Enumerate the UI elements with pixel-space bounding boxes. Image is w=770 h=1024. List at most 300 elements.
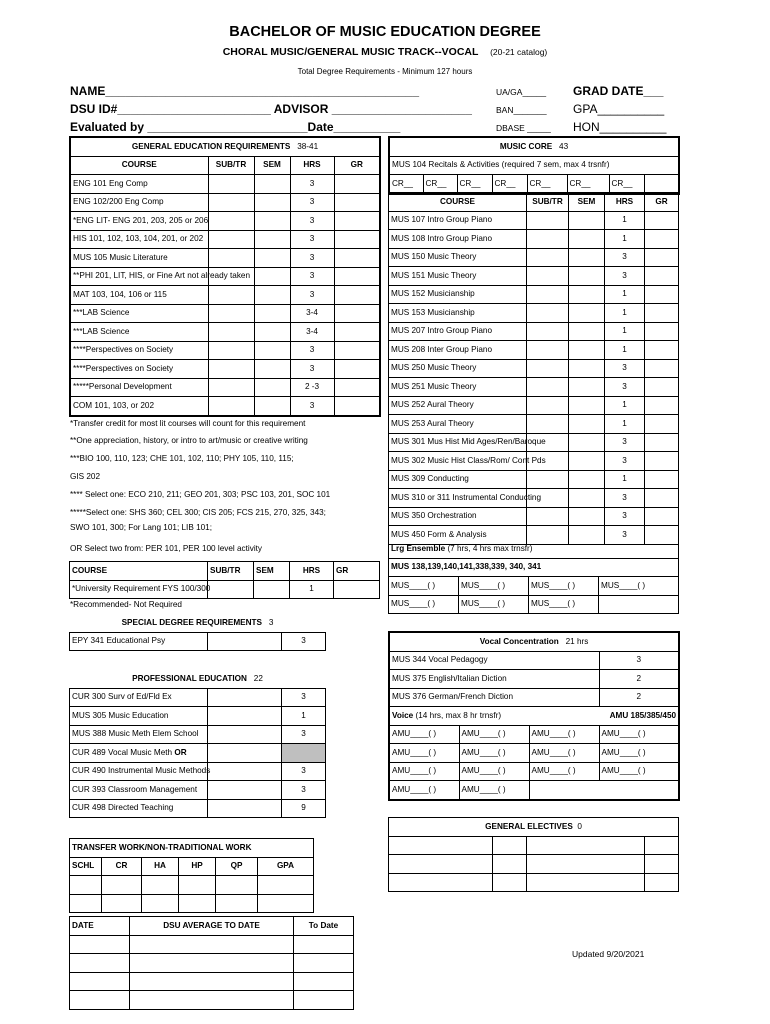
ensemble-slot[interactable]: MUS____( ) [459,595,529,614]
sem-cell[interactable] [254,744,282,763]
cr-cell[interactable]: CR__ [423,175,457,194]
grade-cell[interactable] [334,193,380,212]
sub-tr-cell[interactable] [208,688,254,707]
grade-cell[interactable] [645,285,679,304]
sem-cell[interactable] [254,378,290,397]
amu-row [389,762,679,781]
table-row [389,341,679,360]
amu-slot[interactable]: AMU____( ) [599,744,679,763]
univ-note: *Recommended- Not Required [70,600,182,609]
grade-cell[interactable] [334,378,380,397]
sem-cell[interactable] [254,725,282,744]
table-row [70,799,326,818]
dsu-id-advisor-field[interactable]: DSU ID#_______________________ ADVISOR _____________________ [70,102,472,116]
table-row: EPY 341 Educational Psy 3 [70,632,326,651]
cr-cell[interactable]: CR__ [389,175,423,194]
amu-slot[interactable]: AMU____( ) [529,762,599,781]
hours-cell: 1 [605,211,645,230]
sub-tr-cell[interactable] [208,360,254,379]
table-row [70,212,380,231]
table-row: *University Requirement FYS 100/300 1 [70,580,380,599]
vocal-heading: Vocal Concentration 21 hrs [389,632,679,651]
table-row [389,322,679,341]
table-row [70,707,326,726]
hours-cell: 3 [605,526,645,545]
sub-tr-cell[interactable] [208,230,254,249]
course-name: MUS 107 Intro Group Piano [389,211,527,230]
hours-cell: 2 [599,688,679,707]
sub-tr-cell[interactable] [208,341,254,360]
hours-cell: 3 [282,688,326,707]
hours-cell: 2 [599,670,679,689]
cr-cell[interactable]: CR__ [492,175,527,194]
table-row [70,378,380,397]
sub-tr-cell[interactable] [208,781,254,800]
sub-tr-cell[interactable] [208,707,254,726]
course-name: CUR 393 Classroom Management [70,781,208,800]
dbase-field[interactable]: DBASE _____ [496,123,551,133]
course-name: ***LAB Science [70,323,208,342]
hours-cell: 3 [290,286,334,305]
sem-cell[interactable] [254,781,282,800]
updated-date: Updated 9/20/2021 [572,949,645,959]
table-row [389,267,679,286]
amu-slot[interactable]: AMU____( ) [459,725,529,744]
sub-tr-cell[interactable] [527,470,569,489]
hours-cell: 3 [605,489,645,508]
course-name: MUS 105 Music Literature [70,249,208,268]
course-name: MUS 253 Aural Theory [389,415,527,434]
hours-cell: 3 [290,193,334,212]
course-name: MUS 450 Form & Analysis [389,526,527,545]
ensemble-table [388,540,679,614]
sem-cell[interactable] [254,193,290,212]
sem-cell[interactable] [569,341,605,360]
sub-tr-cell[interactable] [208,762,254,781]
course-name: MUS 376 German/French Diction [389,688,599,707]
sem-cell[interactable] [569,230,605,249]
amu-row [389,725,679,744]
grade-cell[interactable] [334,286,380,305]
sem-cell[interactable] [254,230,290,249]
sem-cell[interactable] [254,286,290,305]
hon-field[interactable]: HON__________ [573,120,667,134]
gen-ed-note: *Transfer credit for most lit courses will count for this requirement [70,419,306,428]
hours-cell: 3-4 [290,304,334,323]
mus-row-2 [389,595,679,614]
cr-cell[interactable]: CR__ [609,175,644,194]
special-heading: SPECIAL DEGREE REQUIREMENTS 3 [121,617,274,627]
cr-cell[interactable]: CR__ [567,175,609,194]
course-name: MUS 302 Music Hist Class/Rom/ Cont Pds [389,452,527,471]
table-row [70,193,380,212]
grade-cell[interactable] [645,267,679,286]
course-name: MUS 150 Music Theory [389,248,527,267]
amu-slot[interactable]: AMU____( ) [459,781,529,800]
table-row [70,323,380,342]
grade-cell[interactable] [334,341,380,360]
sub-tr-cell[interactable] [208,799,254,818]
sub-tr-cell[interactable] [527,341,569,360]
course-name: MUS 350 Orchestration [389,507,527,526]
table-row [389,211,679,230]
ensemble-heading: Lrg Ensemble (7 hrs, 4 hrs max trnsfr) [389,540,679,558]
grade-cell[interactable] [334,267,380,286]
sem-cell[interactable] [254,212,290,231]
hours-cell: 3-4 [290,323,334,342]
course-name: *ENG LIT- ENG 201, 203, 205 or 206 [70,212,208,231]
grade-cell[interactable] [334,304,380,323]
hours-cell: 3 [290,267,334,286]
amu-slot[interactable]: AMU____( ) [529,744,599,763]
sub-tr-cell[interactable] [208,193,254,212]
sem-cell[interactable] [569,470,605,489]
sem-cell[interactable] [254,360,290,379]
grade-cell[interactable] [334,397,380,416]
hours-cell: 1 [605,470,645,489]
gen-ed-note: ***BIO 100, 110, 123; CHE 101, 102, 110; PHY 105, 110, 115; [70,454,294,463]
amu-slot[interactable]: AMU____( ) [599,725,679,744]
music-core-table [388,136,680,195]
sem-cell[interactable] [254,762,282,781]
sem-cell[interactable] [254,707,282,726]
table-row [70,991,354,1010]
catalog-year: (20-21 catalog) [490,47,548,57]
table-row [389,285,679,304]
sem-cell[interactable] [569,507,605,526]
grade-cell[interactable] [645,507,679,526]
page-title: BACHELOR OF MUSIC EDUCATION DEGREE [229,24,541,40]
course-name: ****Perspectives on Society [70,341,208,360]
sem-cell[interactable] [569,359,605,378]
recitals-row: MUS 104 Recitals & Activities (required 7 sem, max 4 trsnfr) [389,156,679,175]
table-row [389,415,679,434]
table-row [70,230,380,249]
sem-cell[interactable] [569,415,605,434]
amu-slot[interactable]: AMU____( ) [389,725,459,744]
hours-cell: 3 [290,212,334,231]
course-name: COM 101, 103, or 202 [70,397,208,416]
amu-row [389,781,679,800]
sem-cell[interactable] [254,323,290,342]
sub-tr-cell[interactable] [208,378,254,397]
gen-ed-note: **One appreciation, history, or intro to art/music or creative writing [70,436,308,445]
course-name: **PHI 201, LIT, HIS, or Fine Art not already taken [70,267,208,286]
prof-ed-heading: PROFESSIONAL EDUCATION 22 [132,673,263,683]
sub-tr-cell[interactable] [527,322,569,341]
sub-tr-cell[interactable] [527,415,569,434]
name-field[interactable]: NAME_______________________________________________ [70,84,420,98]
course-name: CUR 300 Surv of Ed/Fld Ex [70,688,208,707]
ensemble-slot[interactable]: MUS____( ) [389,577,459,596]
amu-slot[interactable]: AMU____( ) [459,762,529,781]
grade-cell[interactable] [645,452,679,471]
sub-tr-cell[interactable] [208,397,254,416]
gen-ed-heading: GENERAL EDUCATION REQUIREMENTS 38-41 [70,137,380,156]
course-name: MUS 151 Music Theory [389,267,527,286]
table-row [70,876,314,895]
course-name: CUR 498 Directed Teaching [70,799,208,818]
ensemble-slot[interactable]: MUS____( ) [459,577,529,596]
table-row [70,688,326,707]
amu-slot[interactable]: AMU____( ) [529,725,599,744]
grade-cell[interactable] [334,212,380,231]
gen-ed-note: **** Select one: ECO 210, 211; GEO 201, 303; PSC 103, 201, SOC 101 [70,490,331,499]
course-name: MUS 301 Mus Hist Mid Ages/Ren/Baroque [389,433,527,452]
gpa-field[interactable]: GPA__________ [573,102,665,116]
course-name: MAT 103, 104, 106 or 115 [70,286,208,305]
table-row [70,762,326,781]
ensemble-slot[interactable]: MUS____( ) [599,577,679,596]
grade-cell[interactable] [645,248,679,267]
sem-cell[interactable] [254,249,290,268]
sem-cell[interactable] [254,304,290,323]
table-row [70,725,326,744]
table-row [389,433,679,452]
gen-ed-note: *****Select one: SHS 360; CEL 300; CIS 205; FCS 215, 270, 325, 343; [70,508,326,517]
sem-cell[interactable] [254,341,290,360]
sem-cell[interactable] [569,267,605,286]
sem-cell[interactable] [254,688,282,707]
table-row [389,304,679,323]
sem-cell[interactable] [254,799,282,818]
ban-field[interactable]: BAN_______ [496,105,547,115]
hours-cell: 3 [282,781,326,800]
course-name: MUS 250 Music Theory [389,359,527,378]
sub-tr-cell[interactable] [527,304,569,323]
sem-cell[interactable] [254,267,290,286]
table-row [389,359,679,378]
hours-cell: 1 [605,415,645,434]
hours-cell: 3 [605,433,645,452]
mus-row-1 [389,577,679,596]
hours-cell [282,744,326,763]
course-name: MUS 208 Inter Group Piano [389,341,527,360]
course-name: MUS 309 Conducting [389,470,527,489]
vocal-table [388,631,680,801]
table-row [389,396,679,415]
sem-cell[interactable] [569,304,605,323]
hours-cell: 3 [605,248,645,267]
table-row [70,744,326,763]
table-row [389,873,679,892]
table-row [70,781,326,800]
table-row [389,670,679,689]
course-name: MUS 344 Vocal Pedagogy [389,651,599,670]
prof-ed-table [69,670,326,818]
electives-heading: GENERAL ELECTIVES 0 [389,818,679,837]
amu-slot[interactable]: AMU____( ) [389,762,459,781]
course-name: MUS 388 Music Meth Elem School [70,725,208,744]
gen-ed-note: SWO 101, 300; For Lang 101; LIB 101; [70,523,213,532]
grade-cell[interactable] [645,359,679,378]
table-row [389,688,679,707]
table-row [389,248,679,267]
cr-cell[interactable]: CR__ [527,175,567,194]
sub-tr-cell[interactable] [208,304,254,323]
table-row [70,286,380,305]
table-row [389,836,679,855]
page-subtitle [0,46,770,58]
course-name: MUS 252 Aural Theory [389,396,527,415]
course-name: CUR 490 Instrumental Music Methods [70,762,208,781]
transfer-heading: TRANSFER WORK/NON-TRADITIONAL WORK [70,839,314,858]
table-row [389,651,679,670]
table-row [389,378,679,397]
course-name: MUS 305 Music Education [70,707,208,726]
sub-tr-cell[interactable] [527,230,569,249]
gen-ed-col-headers: COURSE SUB/TR SEM HRS GR [70,156,380,175]
table-row [70,972,354,991]
sub-tr-cell[interactable] [527,211,569,230]
sem-cell[interactable] [569,489,605,508]
special-table [69,614,326,651]
table-row [70,267,380,286]
ensemble-slot[interactable]: MUS____( ) [529,577,599,596]
hours-cell: 1 [605,322,645,341]
table-row [70,341,380,360]
grade-cell[interactable] [645,433,679,452]
sub-tr-cell[interactable] [208,744,254,763]
table-row [389,489,679,508]
grade-cell[interactable] [334,230,380,249]
hours-cell: 3 [290,230,334,249]
grade-cell[interactable] [645,304,679,323]
table-row [389,230,679,249]
music-core-heading: MUSIC CORE 43 [389,137,679,156]
sub-tr-cell[interactable] [527,378,569,397]
sub-tr-cell[interactable] [208,286,254,305]
hours-cell: 1 [605,341,645,360]
sem-cell[interactable] [569,248,605,267]
sub-tr-cell[interactable] [208,212,254,231]
gen-ed-note: GIS 202 [70,472,101,481]
electives-table [388,817,679,892]
grade-cell[interactable] [334,360,380,379]
amu-row [389,744,679,763]
grade-cell[interactable] [645,470,679,489]
table-row [70,175,380,194]
hours-cell: 3 [290,397,334,416]
transfer-table: TRANSFER WORK/NON-TRADITIONAL WORK SCHL CR HA HP QP GPA [69,838,314,913]
hours-cell: 3 [605,507,645,526]
ensemble-courses: MUS 138,139,140,141,338,339, 340, 341 [389,558,679,577]
sem-cell[interactable] [569,396,605,415]
table-row [70,954,354,973]
total-requirements: Total Degree Requirements - Minimum 127 hours [297,67,473,76]
course-name: MUS 152 Musicianship [389,285,527,304]
course-name: *****Personal Development [70,378,208,397]
sem-cell[interactable] [569,211,605,230]
grade-cell[interactable] [645,415,679,434]
amu-slot[interactable]: AMU____( ) [389,744,459,763]
course-name: MUS 310 or 311 Instrumental Conducting [389,489,527,508]
uaga-field[interactable]: UA/GA_____ [496,87,547,97]
table-row [389,507,679,526]
course-name: MUS 375 English/Italian Diction [389,670,599,689]
hours-cell: 1 [605,230,645,249]
table-row [70,249,380,268]
gen-ed-table [69,136,381,417]
grade-cell[interactable] [334,249,380,268]
cr-cell[interactable]: CR__ [457,175,492,194]
grade-cell[interactable] [334,323,380,342]
course-name: ***LAB Science [70,304,208,323]
amu-slot[interactable]: AMU____( ) [459,744,529,763]
hours-cell: 3 [290,341,334,360]
sem-cell[interactable] [254,397,290,416]
sub-tr-cell[interactable] [208,175,254,194]
cr-row [389,175,679,194]
sub-tr-cell[interactable] [527,267,569,286]
voice-heading: Voice (14 hrs, max 8 hr trnsfr) AMU 185/385/450 [389,707,679,726]
table-row [70,935,354,954]
grade-cell[interactable] [645,211,679,230]
table-row [70,304,380,323]
table-row [70,894,314,913]
course-name: ****Perspectives on Society [70,360,208,379]
hours-cell: 1 [605,396,645,415]
hours-cell: 3 [605,359,645,378]
grade-cell[interactable] [334,175,380,194]
music-core-courses: COURSE SUB/TR SEM HRS GR MUS 107 Intro Group Piano 1 MUS 108 Intro Group Piano 1 MUS 150 Music Theory 3 MUS 151 Music Theory 3 MUS 152 Musicianship 1 MUS 153 Musicianship 1 MUS 207 Intro Group Piano 1 MUS 208 Inter Group Piano 1 MUS 250 Music Theory 3 MUS 251 Music Theory 3 MUS 252 Aural Theory 1 MUS 253 Aural Theory 1 MUS 301 Mus Hist Mid Ages/Ren/Baroque 3 MUS 302 Music Hist Class/Rom/ Cont Pds 3 MUS 309 Conducting 1 MUS 310 or 311 Instrumental Conducting 3 MUS 350 Orchestration 3 MUS 450 Form & Analysis 3 [388,192,679,545]
sub-tr-cell[interactable] [208,249,254,268]
grade-cell[interactable] [645,396,679,415]
sub-tr-cell[interactable] [527,248,569,267]
sub-tr-cell[interactable] [527,285,569,304]
hours-cell: 1 [605,285,645,304]
table-row [389,855,679,874]
hours-cell: 1 [605,304,645,323]
ensemble-slot[interactable]: MUS____( ) [529,595,599,614]
course-name: MUS 207 Intro Group Piano [389,322,527,341]
ensemble-slot[interactable]: MUS____( ) [389,595,459,614]
table-row [389,470,679,489]
course-name: MUS 108 Intro Group Piano [389,230,527,249]
univ-table: COURSE SUB/TR SEM HRS GR *University Requirement FYS 100/300 1 [69,561,380,599]
grade-cell[interactable] [645,378,679,397]
grade-cell[interactable] [645,489,679,508]
evaluated-by-field[interactable]: Evaluated by ________________________Date__________ [70,120,401,134]
hours-cell: 9 [282,799,326,818]
grade-cell[interactable] [645,230,679,249]
table-row [70,360,380,379]
sem-cell[interactable] [569,378,605,397]
hours-cell: 1 [282,707,326,726]
gen-ed-note: OR Select two from: PER 101, PER 100 level activity [70,544,263,553]
sub-tr-cell[interactable] [527,396,569,415]
dsu-average-table: DATE DSU AVERAGE TO DATE To Date [69,916,354,1010]
grade-cell[interactable] [645,322,679,341]
sub-tr-cell[interactable] [527,507,569,526]
course-name: ENG 102/200 Eng Comp [70,193,208,212]
sem-cell[interactable] [254,175,290,194]
sub-tr-cell[interactable] [527,359,569,378]
hours-cell: 3 [290,249,334,268]
sem-cell[interactable] [569,285,605,304]
grade-cell[interactable] [645,341,679,360]
sub-tr-cell[interactable] [208,725,254,744]
amu-slot[interactable]: AMU____( ) [599,762,679,781]
course-name: MUS 153 Musicianship [389,304,527,323]
amu-slot[interactable]: AMU____( ) [389,781,459,800]
grad-date-field[interactable]: GRAD DATE___ [573,84,664,98]
sub-tr-cell[interactable] [208,323,254,342]
course-name: ENG 101 Eng Comp [70,175,208,194]
sem-cell[interactable] [569,322,605,341]
sem-cell[interactable] [569,452,605,471]
sem-cell[interactable] [569,433,605,452]
